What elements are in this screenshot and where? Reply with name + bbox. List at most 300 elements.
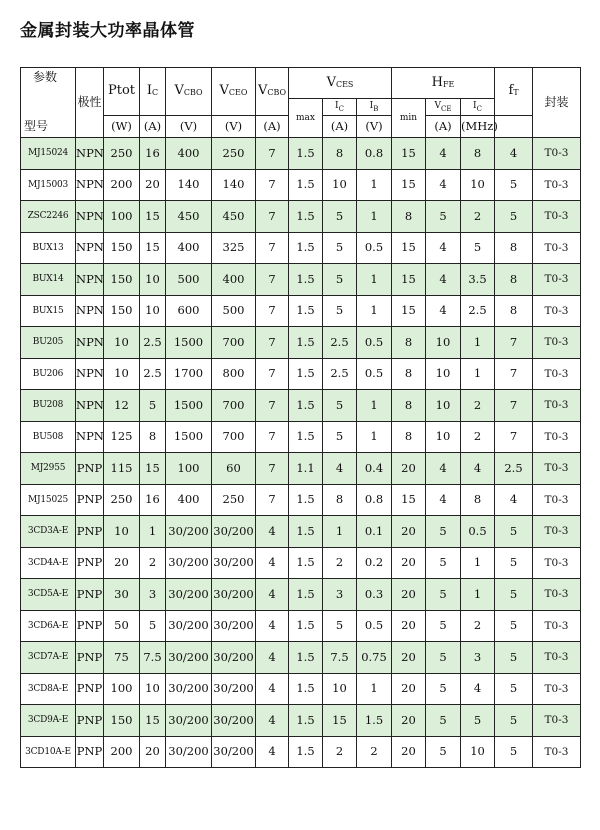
cell-vcbo-2: 7 <box>256 138 289 170</box>
cell-vcbo-2: 7 <box>256 421 289 453</box>
cell-hfe-min: 8 <box>392 390 426 422</box>
cell-vces-ic: 10 <box>323 169 357 201</box>
cell-vcbo: 450 <box>166 201 212 233</box>
cell-vces-ic: 8 <box>323 138 357 170</box>
table-body <box>21 138 581 768</box>
cell-vces-ic: 8 <box>323 484 357 516</box>
table-row <box>21 705 581 737</box>
cell-hfe-ic: 2 <box>461 201 495 233</box>
cell-ptot: 10 <box>104 327 140 359</box>
cell-hfe-ic: 3 <box>461 642 495 674</box>
table-row <box>21 232 581 264</box>
cell-package: T0-3 <box>533 390 581 422</box>
cell-vceo: 30/200 <box>212 579 256 611</box>
cell-hfe-min: 15 <box>392 138 426 170</box>
header-package: 封装 <box>533 68 581 138</box>
cell-vces-ib: 0.5 <box>357 610 392 642</box>
cell-ft: 5 <box>495 736 533 768</box>
cell-package: T0-3 <box>533 358 581 390</box>
cell-vcbo: 100 <box>166 453 212 485</box>
cell-vces-max: 1.5 <box>289 390 323 422</box>
cell-vcbo: 1500 <box>166 327 212 359</box>
cell-hfe-ic: 8 <box>461 484 495 516</box>
cell-vces-max: 1.5 <box>289 264 323 296</box>
unit-hfe-ic: (A) <box>426 116 461 138</box>
header-vces: $V_{CES}$ <box>289 68 392 99</box>
unit-vceo: (V) <box>212 116 256 138</box>
cell-package: T0-3 <box>533 169 581 201</box>
cell-package: T0-3 <box>533 453 581 485</box>
cell-vceo: 700 <box>212 421 256 453</box>
unit-vces-ic: (A) <box>256 116 289 138</box>
cell-vcbo: 30/200 <box>166 705 212 737</box>
cell-hfe-vce: 10 <box>426 358 461 390</box>
cell-vces-ib: 1.5 <box>357 705 392 737</box>
cell-polarity: NPN <box>76 390 104 422</box>
cell-vces-ic: 5 <box>323 610 357 642</box>
header-model-label: 型号 <box>24 119 49 134</box>
cell-hfe-ic: 2 <box>461 390 495 422</box>
cell-hfe-min: 20 <box>392 705 426 737</box>
cell-hfe-vce: 4 <box>426 264 461 296</box>
header-hfe: $H_{FE}$ <box>392 68 495 99</box>
cell-vces-max: 1.5 <box>289 642 323 674</box>
cell-ptot: 115 <box>104 453 140 485</box>
cell-ptot: 250 <box>104 484 140 516</box>
cell-ic: 7.5 <box>140 642 166 674</box>
cell-ft: 8 <box>495 295 533 327</box>
cell-hfe-min: 20 <box>392 547 426 579</box>
cell-ptot: 150 <box>104 264 140 296</box>
cell-model: 3CD5A-E <box>21 579 76 611</box>
cell-ic: 10 <box>140 295 166 327</box>
cell-hfe-vce: 10 <box>426 327 461 359</box>
header-vces-ic: $I_C$ <box>323 99 357 116</box>
cell-hfe-vce: 4 <box>426 453 461 485</box>
cell-vces-max: 1.5 <box>289 138 323 170</box>
cell-ic: 20 <box>140 736 166 768</box>
cell-vcbo-2: 7 <box>256 358 289 390</box>
cell-ft: 5 <box>495 201 533 233</box>
cell-ptot: 50 <box>104 610 140 642</box>
cell-vces-ib: 2 <box>357 736 392 768</box>
cell-vces-ib: 0.5 <box>357 358 392 390</box>
cell-hfe-vce: 5 <box>426 579 461 611</box>
table-row <box>21 579 581 611</box>
table-row <box>21 358 581 390</box>
cell-ptot: 150 <box>104 705 140 737</box>
cell-model: 3CD4A-E <box>21 547 76 579</box>
header-hfe-min: min <box>392 99 426 138</box>
cell-ft: 5 <box>495 705 533 737</box>
cell-hfe-min: 8 <box>392 201 426 233</box>
cell-vcbo-2: 7 <box>256 327 289 359</box>
cell-ptot: 150 <box>104 295 140 327</box>
cell-vcbo: 1700 <box>166 358 212 390</box>
cell-polarity: PNP <box>76 610 104 642</box>
cell-vces-ic: 5 <box>323 201 357 233</box>
cell-vces-ib: 0.3 <box>357 579 392 611</box>
cell-model: 3CD8A-E <box>21 673 76 705</box>
header-ptot: Ptot <box>104 68 140 116</box>
cell-vceo: 30/200 <box>212 705 256 737</box>
cell-model: 3CD7A-E <box>21 642 76 674</box>
cell-vcbo-2: 4 <box>256 547 289 579</box>
cell-vceo: 30/200 <box>212 610 256 642</box>
cell-vces-ib: 0.2 <box>357 547 392 579</box>
cell-model: BUX14 <box>21 264 76 296</box>
header-param-label: 参数 <box>33 70 58 84</box>
cell-model: BU208 <box>21 390 76 422</box>
cell-hfe-vce: 5 <box>426 547 461 579</box>
cell-ft: 5 <box>495 516 533 548</box>
cell-ft: 5 <box>495 642 533 674</box>
cell-hfe-ic: 2.5 <box>461 295 495 327</box>
cell-ft: 7 <box>495 390 533 422</box>
cell-hfe-ic: 1 <box>461 327 495 359</box>
cell-package: T0-3 <box>533 327 581 359</box>
cell-model: MJ15003 <box>21 169 76 201</box>
cell-vces-ib: 1 <box>357 421 392 453</box>
unit-ic: (A) <box>140 116 166 138</box>
cell-ic: 5 <box>140 610 166 642</box>
unit-hfe-vce: (V) <box>357 116 392 138</box>
cell-package: T0-3 <box>533 579 581 611</box>
cell-package: T0-3 <box>533 484 581 516</box>
cell-vces-ic: 4 <box>323 453 357 485</box>
cell-vces-max: 1.5 <box>289 232 323 264</box>
cell-vceo: 450 <box>212 201 256 233</box>
table-row <box>21 547 581 579</box>
cell-hfe-ic: 5 <box>461 232 495 264</box>
cell-ft: 5 <box>495 673 533 705</box>
cell-vcbo: 30/200 <box>166 673 212 705</box>
cell-hfe-vce: 5 <box>426 642 461 674</box>
cell-ft: 4 <box>495 138 533 170</box>
cell-vces-max: 1.1 <box>289 453 323 485</box>
cell-vces-ib: 1 <box>357 390 392 422</box>
cell-vces-ib: 1 <box>357 201 392 233</box>
cell-hfe-vce: 5 <box>426 516 461 548</box>
cell-ptot: 12 <box>104 390 140 422</box>
cell-hfe-min: 8 <box>392 421 426 453</box>
cell-ic: 15 <box>140 705 166 737</box>
cell-hfe-vce: 10 <box>426 390 461 422</box>
cell-ptot: 250 <box>104 138 140 170</box>
cell-vceo: 800 <box>212 358 256 390</box>
cell-ic: 15 <box>140 453 166 485</box>
header-hfe-vce: $V_{CE}$ <box>426 99 461 116</box>
cell-ft: 5 <box>495 169 533 201</box>
cell-hfe-min: 20 <box>392 453 426 485</box>
cell-polarity: NPN <box>76 138 104 170</box>
cell-vces-ic: 2 <box>323 736 357 768</box>
header-vceo: $V_{CEO}$ <box>212 68 256 116</box>
cell-hfe-vce: 4 <box>426 232 461 264</box>
cell-vcbo: 30/200 <box>166 736 212 768</box>
cell-vces-ib: 1 <box>357 673 392 705</box>
cell-hfe-min: 20 <box>392 736 426 768</box>
cell-vceo: 60 <box>212 453 256 485</box>
cell-ic: 3 <box>140 579 166 611</box>
cell-ptot: 100 <box>104 201 140 233</box>
cell-ic: 2.5 <box>140 358 166 390</box>
cell-vces-max: 1.5 <box>289 201 323 233</box>
cell-polarity: PNP <box>76 642 104 674</box>
cell-vcbo: 30/200 <box>166 642 212 674</box>
cell-ft: 7 <box>495 327 533 359</box>
cell-package: T0-3 <box>533 673 581 705</box>
cell-vcbo-2: 7 <box>256 390 289 422</box>
cell-hfe-vce: 5 <box>426 736 461 768</box>
cell-package: T0-3 <box>533 201 581 233</box>
cell-vceo: 325 <box>212 232 256 264</box>
cell-ptot: 200 <box>104 169 140 201</box>
cell-vces-ib: 0.8 <box>357 484 392 516</box>
cell-vcbo-2: 4 <box>256 516 289 548</box>
cell-vces-ic: 5 <box>323 264 357 296</box>
cell-vcbo: 600 <box>166 295 212 327</box>
cell-hfe-vce: 4 <box>426 484 461 516</box>
cell-package: T0-3 <box>533 547 581 579</box>
cell-vcbo: 30/200 <box>166 516 212 548</box>
cell-polarity: PNP <box>76 453 104 485</box>
cell-polarity: PNP <box>76 516 104 548</box>
table-row <box>21 295 581 327</box>
cell-vcbo: 400 <box>166 484 212 516</box>
cell-polarity: NPN <box>76 264 104 296</box>
table-row <box>21 201 581 233</box>
cell-hfe-ic: 8 <box>461 138 495 170</box>
cell-hfe-vce: 10 <box>426 421 461 453</box>
cell-vcbo: 1500 <box>166 421 212 453</box>
cell-vcbo: 30/200 <box>166 579 212 611</box>
header-ft: $f_T$ <box>495 68 533 116</box>
cell-model: BU508 <box>21 421 76 453</box>
cell-hfe-ic: 1 <box>461 358 495 390</box>
cell-polarity: PNP <box>76 547 104 579</box>
cell-polarity: PNP <box>76 579 104 611</box>
transistor-spec-table <box>20 67 581 768</box>
cell-hfe-vce: 5 <box>426 610 461 642</box>
cell-vcbo-2: 4 <box>256 579 289 611</box>
cell-ptot: 75 <box>104 642 140 674</box>
cell-vces-ib: 0.5 <box>357 327 392 359</box>
cell-hfe-ic: 1 <box>461 579 495 611</box>
cell-ptot: 125 <box>104 421 140 453</box>
cell-vces-ic: 5 <box>323 232 357 264</box>
cell-vces-ib: 1 <box>357 169 392 201</box>
cell-vcbo-2: 4 <box>256 705 289 737</box>
cell-polarity: NPN <box>76 169 104 201</box>
cell-ptot: 150 <box>104 232 140 264</box>
cell-hfe-min: 8 <box>392 358 426 390</box>
cell-polarity: NPN <box>76 358 104 390</box>
cell-vces-ic: 15 <box>323 705 357 737</box>
cell-vceo: 30/200 <box>212 736 256 768</box>
cell-hfe-vce: 4 <box>426 295 461 327</box>
table-row <box>21 484 581 516</box>
cell-vces-max: 1.5 <box>289 547 323 579</box>
cell-hfe-min: 20 <box>392 673 426 705</box>
cell-vcbo-2: 7 <box>256 201 289 233</box>
cell-ft: 2.5 <box>495 453 533 485</box>
cell-ft: 4 <box>495 484 533 516</box>
table-row <box>21 453 581 485</box>
cell-hfe-ic: 2 <box>461 610 495 642</box>
cell-vces-ib: 0.75 <box>357 642 392 674</box>
cell-polarity: PNP <box>76 736 104 768</box>
cell-package: T0-3 <box>533 736 581 768</box>
cell-ft: 8 <box>495 232 533 264</box>
cell-hfe-vce: 4 <box>426 169 461 201</box>
cell-polarity: PNP <box>76 484 104 516</box>
cell-package: T0-3 <box>533 421 581 453</box>
cell-ic: 10 <box>140 673 166 705</box>
cell-vcbo: 400 <box>166 138 212 170</box>
cell-hfe-ic: 4 <box>461 673 495 705</box>
cell-vceo: 30/200 <box>212 547 256 579</box>
cell-vces-ic: 5 <box>323 421 357 453</box>
cell-hfe-vce: 5 <box>426 673 461 705</box>
cell-package: T0-3 <box>533 264 581 296</box>
cell-vces-max: 1.5 <box>289 295 323 327</box>
cell-polarity: PNP <box>76 673 104 705</box>
header-corner <box>21 68 76 138</box>
cell-ptot: 20 <box>104 547 140 579</box>
cell-vces-ic: 2.5 <box>323 327 357 359</box>
cell-hfe-ic: 1 <box>461 547 495 579</box>
table-row <box>21 673 581 705</box>
cell-package: T0-3 <box>533 138 581 170</box>
cell-ic: 8 <box>140 421 166 453</box>
cell-polarity: NPN <box>76 295 104 327</box>
cell-vcbo-2: 4 <box>256 610 289 642</box>
cell-vcbo-2: 7 <box>256 484 289 516</box>
cell-vces-max: 1.5 <box>289 327 323 359</box>
cell-model: ZSC2246 <box>21 201 76 233</box>
table-row <box>21 642 581 674</box>
cell-vcbo-2: 4 <box>256 673 289 705</box>
cell-ic: 20 <box>140 169 166 201</box>
cell-model: 3CD3A-E <box>21 516 76 548</box>
table-row <box>21 516 581 548</box>
cell-ptot: 10 <box>104 358 140 390</box>
cell-model: MJ2955 <box>21 453 76 485</box>
cell-vces-ic: 3 <box>323 579 357 611</box>
header-vcbo: $V_{CBO}$ <box>166 68 212 116</box>
table-row <box>21 264 581 296</box>
cell-ic: 16 <box>140 484 166 516</box>
cell-model: BU206 <box>21 358 76 390</box>
cell-vceo: 250 <box>212 484 256 516</box>
table-row <box>21 327 581 359</box>
cell-model: MJ15025 <box>21 484 76 516</box>
table-row <box>21 610 581 642</box>
cell-vces-max: 1.5 <box>289 673 323 705</box>
cell-ft: 5 <box>495 579 533 611</box>
cell-polarity: PNP <box>76 705 104 737</box>
cell-hfe-vce: 4 <box>426 138 461 170</box>
cell-polarity: NPN <box>76 232 104 264</box>
cell-vces-max: 1.5 <box>289 705 323 737</box>
cell-hfe-min: 15 <box>392 295 426 327</box>
cell-vceo: 400 <box>212 264 256 296</box>
cell-hfe-min: 8 <box>392 327 426 359</box>
header-polarity: 极性 <box>76 68 104 138</box>
cell-vces-max: 1.5 <box>289 579 323 611</box>
cell-vceo: 30/200 <box>212 516 256 548</box>
cell-model: 3CD6A-E <box>21 610 76 642</box>
cell-hfe-ic: 3.5 <box>461 264 495 296</box>
cell-vces-max: 1.5 <box>289 358 323 390</box>
cell-package: T0-3 <box>533 232 581 264</box>
cell-vces-ib: 1 <box>357 295 392 327</box>
cell-ic: 15 <box>140 201 166 233</box>
cell-ft: 7 <box>495 358 533 390</box>
cell-vceo: 700 <box>212 390 256 422</box>
cell-vcbo-2: 4 <box>256 736 289 768</box>
table-row <box>21 138 581 170</box>
cell-hfe-min: 20 <box>392 642 426 674</box>
cell-vces-ib: 0.4 <box>357 453 392 485</box>
cell-hfe-min: 15 <box>392 169 426 201</box>
cell-package: T0-3 <box>533 610 581 642</box>
cell-vcbo-2: 7 <box>256 232 289 264</box>
cell-vces-ic: 5 <box>323 390 357 422</box>
cell-vces-ic: 2 <box>323 547 357 579</box>
cell-ic: 10 <box>140 264 166 296</box>
cell-vces-max: 1.5 <box>289 736 323 768</box>
cell-hfe-vce: 5 <box>426 705 461 737</box>
cell-ft: 5 <box>495 547 533 579</box>
cell-ic: 16 <box>140 138 166 170</box>
cell-vces-max: 1.5 <box>289 169 323 201</box>
cell-hfe-min: 15 <box>392 484 426 516</box>
cell-vcbo-2: 7 <box>256 453 289 485</box>
page-title: 金属封装大功率晶体管 <box>20 21 195 41</box>
unit-vces-ib: (A) <box>323 116 357 138</box>
cell-ic: 15 <box>140 232 166 264</box>
cell-vces-ic: 2.5 <box>323 358 357 390</box>
cell-vces-max: 1.5 <box>289 421 323 453</box>
cell-package: T0-3 <box>533 295 581 327</box>
header-ic: $I_C$ <box>140 68 166 116</box>
cell-ptot: 100 <box>104 673 140 705</box>
cell-vces-ic: 1 <box>323 516 357 548</box>
cell-vceo: 140 <box>212 169 256 201</box>
cell-ptot: 30 <box>104 579 140 611</box>
cell-hfe-min: 15 <box>392 264 426 296</box>
cell-ic: 1 <box>140 516 166 548</box>
cell-vces-ic: 10 <box>323 673 357 705</box>
cell-polarity: NPN <box>76 201 104 233</box>
unit-ft: (MHz) <box>461 116 495 138</box>
cell-vcbo: 30/200 <box>166 610 212 642</box>
table-row <box>21 169 581 201</box>
cell-hfe-ic: 2 <box>461 421 495 453</box>
table-row <box>21 390 581 422</box>
cell-vcbo-2: 7 <box>256 295 289 327</box>
cell-model: BUX13 <box>21 232 76 264</box>
cell-model: BU205 <box>21 327 76 359</box>
cell-vceo: 700 <box>212 327 256 359</box>
header-vces-ib: $I_B$ <box>357 99 392 116</box>
cell-hfe-min: 20 <box>392 610 426 642</box>
table-row <box>21 736 581 768</box>
cell-vcbo-2: 7 <box>256 169 289 201</box>
cell-vces-ib: 0.5 <box>357 232 392 264</box>
